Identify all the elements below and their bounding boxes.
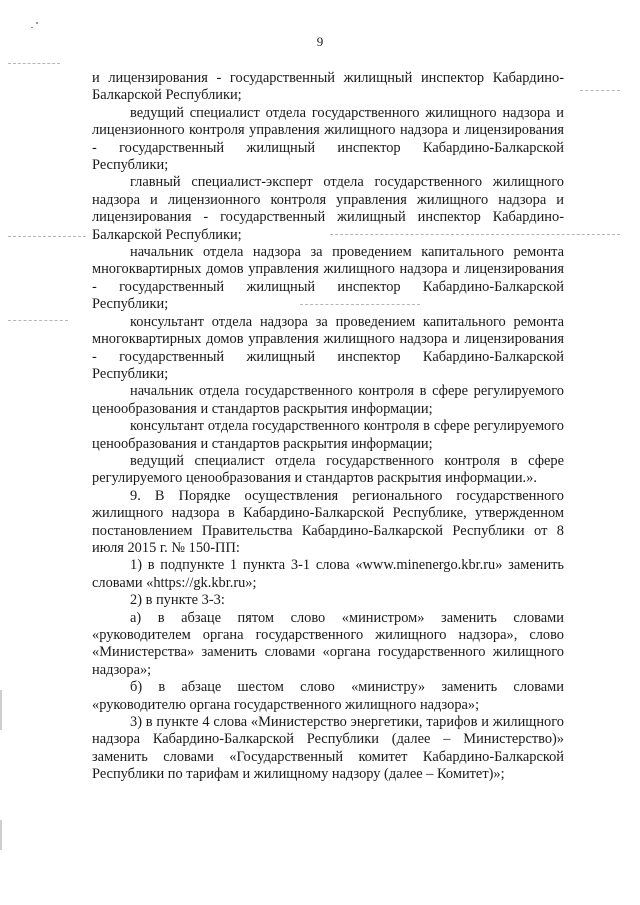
paragraph: начальник отдела государственного контроля в сфере регулируемого ценообразования и стандартов раскрытия информации; — [92, 383, 564, 417]
scan-speck — [36, 22, 38, 24]
paragraph: и лицензирования - государственный жилищный инспектор Кабардино-Балкарской Республики; — [92, 70, 564, 104]
scan-edge-mark — [0, 820, 2, 850]
scan-line — [8, 320, 68, 322]
paragraph: консультант отдела государственного контроля в сфере регулируемого ценообразования и стандартов раскрытия информации; — [92, 418, 564, 452]
paragraph: 3) в пункте 4 слова «Министерство энергетики, тарифов и жилищного надзора Кабардино-Балкарской Республики (далее – Министерство)» заменить словами «Государственный комитет Кабардино-Балкарской Республики по тарифам и жилищному надзору (далее – Комитет)»; — [92, 714, 564, 783]
scan-speck — [31, 27, 33, 28]
scan-edge-mark — [0, 690, 2, 730]
scan-line — [8, 63, 60, 65]
paragraph: 1) в подпункте 1 пункта 3-1 слова «www.minenergo.kbr.ru» заменить словами «https://gk.kbr.ru»; — [92, 557, 564, 591]
paragraph: 9. В Порядке осуществления регионального государственного жилищного надзора в Кабардино-Балкарской Республике, утвержденном постановлением Правительства Кабардино-Балкарской Республики от 8 июля 2015 г. № 150-ПП: — [92, 487, 564, 556]
paragraph: ведущий специалист отдела государственного контроля в сфере регулируемого ценообразования и стандартов раскрытия информации.». — [92, 452, 564, 487]
document-body — [92, 70, 564, 784]
paragraph: начальник отдела надзора за проведением капитального ремонта многоквартирных домов управления жилищного надзора и лицензирования - государственный жилищный инспектор Кабардино-Балкарской Республики; — [92, 244, 564, 313]
scan-line — [8, 236, 86, 238]
paragraph: 2) в пункте 3-3: — [130, 592, 225, 609]
page-number: 9 — [316, 34, 324, 49]
paragraph: консультант отдела надзора за проведением капитального ремонта многоквартирных домов управления жилищного надзора и лицензирования - государственный жилищный инспектор Кабардино-Балкарской Республики; — [92, 313, 564, 382]
paragraph: б) в абзаце шестом слово «министру» заменить словами «руководителю органа государственного жилищного надзора»; — [92, 679, 564, 713]
paragraph: ведущий специалист отдела государственного жилищного надзора и лицензионного контроля управления жилищного надзора и лицензирования - государственный жилищный инспектор Кабардино-Балкарской Республики; — [92, 104, 564, 174]
paragraph: а) в абзаце пятом слово «министром» заменить словами «руководителем органа государственного жилищного надзора», слово «Министерства» заменить словами «органа государственного жилищного надзора»; — [92, 609, 564, 678]
scan-line — [580, 90, 620, 92]
paragraph: главный специалист-эксперт отдела государственного жилищного надзора и лицензионного контроля управления жилищного надзора и лицензирования - государственный жилищный инспектор Кабардино-Балкарской Республики; — [92, 174, 564, 243]
